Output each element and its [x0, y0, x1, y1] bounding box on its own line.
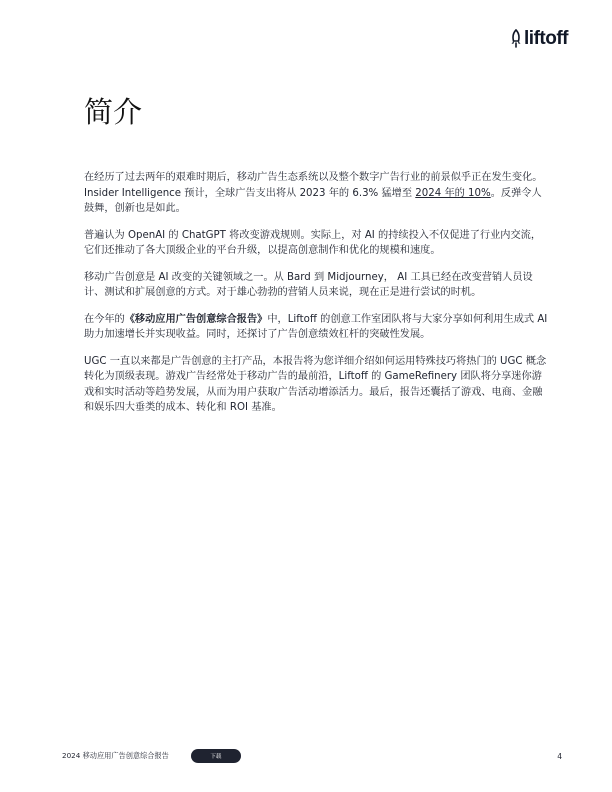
- paragraph-report: [84, 312, 550, 343]
- paragraph-outlook-text-b: 。反弹令人鼓舞，创新也是如此。: [84, 187, 542, 214]
- page-number: 4: [557, 751, 562, 761]
- paragraph-outlook: [84, 170, 550, 217]
- page-footer: [62, 746, 562, 766]
- download-button[interactable]: 下载: [191, 749, 241, 763]
- paragraph-report-text-a: 在今年的: [84, 313, 125, 325]
- report-name: 《移动应用广告创意综合报告》: [124, 313, 268, 325]
- ad-spend-link[interactable]: 2024 年的 10%: [415, 187, 491, 199]
- page-title: 简介: [84, 95, 143, 129]
- paragraph-outlook-text-a: 在经历了过去两年的艰难时期后，移动广告生态系统以及整个数字广告行业的前景似乎正在发生变化。Insider Intelligence 预计，全球广告支出将从 2023 年的 6.3% 猛增至: [84, 172, 543, 199]
- brand-logo[interactable]: [510, 28, 568, 50]
- paragraph-chatgpt: 普遍认为 OpenAI 的 ChatGPT 将改变游戏规则。实际上，对 AI 的持续投入不仅促进了行业内交流，它们还推动了各大顶级企业的平台升级，以提高创意制作和优化的规模和速度。: [84, 229, 542, 256]
- brand-name: liftoff: [524, 28, 568, 49]
- footer-report-title: 2024 移动应用广告创意综合报告: [62, 751, 169, 760]
- rocket-icon: [510, 29, 522, 49]
- paragraph-report-text-b: 中，Liftoff 的创意工作室团队将与大家分享如何利用生成式 AI 助力加速增长并实现收益。同时，还探讨了广告创意绩效杠杆的突破性发展。: [84, 313, 548, 340]
- intro-body: [84, 170, 550, 427]
- paragraph-ugc: UGC 一直以来都是广告创意的主打产品，本报告将为您详细介绍如何运用特殊技巧将热门的 UGC 概念转化为顶级表现。游戏广告经常处于移动广告的最前沿，Liftoff 的 GameRefinery 团队将分享迷你游戏和实时活动等趋势发展，从而为用户获取广告活动增添活力。最后，报告还囊括了游戏、电商、金融和娱乐四大垂类的成本、转化和 ROI 基准。: [84, 355, 547, 413]
- paragraph-ai-creative: 移动广告创意是 AI 改变的关键领域之一。从 Bard 到 Midjourney， AI 工具已经在改变营销人员设计、测试和扩展创意的方式。对于雄心勃勃的营销人员来说，现在正是进行尝试的时机。: [84, 271, 533, 298]
